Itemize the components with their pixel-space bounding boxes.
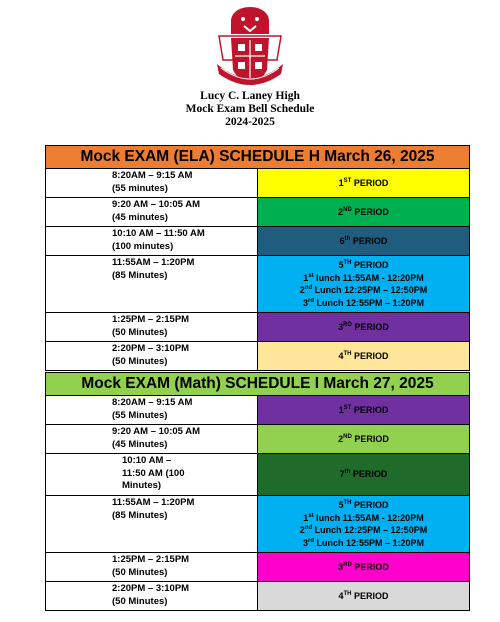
period-cell: 1ST PERIOD <box>258 169 470 198</box>
table-row <box>46 198 470 227</box>
time-cell: 2:20PM – 3:10PM (50 Minutes) <box>46 582 258 611</box>
period-cell: 3RD PERIOD <box>258 553 470 582</box>
period-cell: 7th PERIOD <box>258 454 470 496</box>
period-cell: 6th PERIOD <box>258 227 470 256</box>
time-cell: 11:55AM – 1:20PM (85 Minutes) <box>46 496 258 553</box>
table-row <box>46 553 470 582</box>
time-cell: 1:25PM – 2:15PM (50 Minutes) <box>46 553 258 582</box>
school-year: 2024-2025 <box>225 116 275 128</box>
time-cell: 8:20AM – 9:15 AM (55 minutes) <box>46 169 258 198</box>
table-row <box>46 227 470 256</box>
period-cell: 1ST PERIOD <box>258 396 470 425</box>
lunch-line: 1st lunch 11:55AM - 12:20PM <box>303 272 424 283</box>
time-cell: 9:20 AM – 10:05 AM (45 minutes) <box>46 198 258 227</box>
school-name: Lucy C. Laney High <box>200 90 300 102</box>
ela-schedule-table <box>45 145 470 371</box>
period-cell: 4TH PERIOD <box>258 582 470 611</box>
time-cell: 9:20 AM – 10:05 AM (45 Minutes) <box>46 425 258 454</box>
math-schedule-table <box>45 372 470 611</box>
period-cell: 4TH PERIOD <box>258 342 470 371</box>
school-crest-logo <box>213 4 287 90</box>
schedule-title: Mock Exam Bell Schedule <box>185 103 315 115</box>
period-cell: 5TH PERIOD 1st lunch 11:55AM - 12:20PM 2nd Lunch 12:25PM – 12:50PM 3rd Lunch 12:55PM – 1:20PM <box>258 256 470 313</box>
table-row <box>46 454 470 496</box>
table-row <box>46 256 470 313</box>
period-cell: 2ND PERIOD <box>258 198 470 227</box>
lunch-line: 2nd Lunch 12:25PM – 12:50PM <box>299 285 428 295</box>
table-row <box>46 169 470 198</box>
lunch-line: 2nd Lunch 12:25PM – 12:50PM <box>299 525 428 535</box>
table-row <box>46 496 470 553</box>
document-header <box>0 90 500 129</box>
period-cell: 3RD PERIOD <box>258 313 470 342</box>
math-banner: Mock EXAM (Math) SCHEDULE I March 27, 2025 <box>46 373 470 396</box>
table-row <box>46 313 470 342</box>
table-row <box>46 396 470 425</box>
lunch-line: 3rd Lunch 12:55PM – 1:20PM <box>302 537 425 548</box>
lunch-line: 3rd Lunch 12:55PM – 1:20PM <box>302 297 425 308</box>
lunch-line: 1st lunch 11:55AM - 12:20PM <box>303 512 424 523</box>
table-row <box>46 342 470 371</box>
time-cell: 10:10 AM – 11:50 AM (100 Minutes) <box>46 454 258 496</box>
period-cell: 2ND PERIOD <box>258 425 470 454</box>
time-cell: 10:10 AM – 11:50 AM (100 minutes) <box>46 227 258 256</box>
table-row <box>46 425 470 454</box>
ela-banner: Mock EXAM (ELA) SCHEDULE H March 26, 2025 <box>46 146 470 169</box>
time-cell: 1:25PM – 2:15PM (50 Minutes) <box>46 313 258 342</box>
period-cell: 5TH PERIOD 1st lunch 11:55AM - 12:20PM 2nd Lunch 12:25PM – 12:50PM 3rd Lunch 12:55PM – 1:20PM <box>258 496 470 553</box>
time-cell: 8:20AM – 9:15 AM (55 Minutes) <box>46 396 258 425</box>
time-cell: 2:20PM – 3:10PM (50 Minutes) <box>46 342 258 371</box>
table-row <box>46 582 470 611</box>
time-cell: 11:55AM – 1:20PM (85 Minutes) <box>46 256 258 313</box>
